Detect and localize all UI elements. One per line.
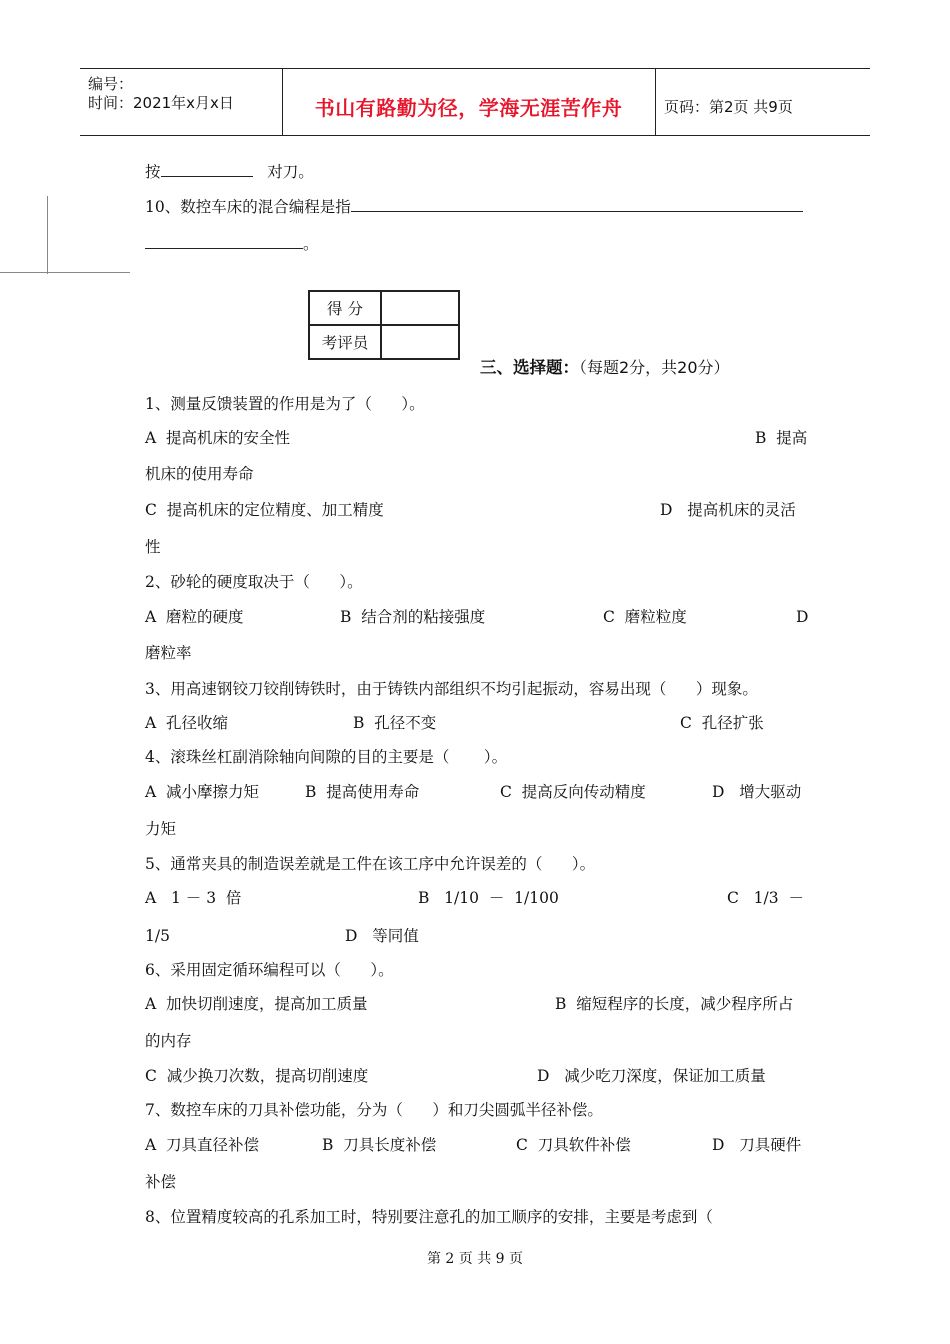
option-b: B 缩短程序的长度，减少程序所占 bbox=[555, 995, 794, 1013]
option-a: A 磨粒的硬度 bbox=[145, 608, 244, 626]
score-cell bbox=[381, 291, 459, 325]
option-b: B 1/10 － 1/100 bbox=[418, 889, 559, 907]
option-d-continued: 性 bbox=[145, 538, 161, 556]
margin-mark-vertical bbox=[47, 196, 48, 274]
question-10-continued: 。 bbox=[145, 234, 319, 254]
question-stem: 3、用高速钢铰刀铰削铸铁时，由于铸铁内部组织不均引起振动，容易出现（ ）现象。 bbox=[145, 680, 758, 698]
option-b: B 提高 bbox=[755, 429, 808, 447]
question-stem: 5、通常夹具的制造误差就是工件在该工序中允许误差的（ ）。 bbox=[145, 855, 596, 873]
option-b: B 结合剂的粘接强度 bbox=[340, 608, 486, 626]
option-b: B 孔径不变 bbox=[353, 714, 437, 732]
option-c: C 1/3 － bbox=[727, 889, 804, 907]
header-divider-right bbox=[655, 68, 656, 135]
option-b-continued: 机床的使用寿命 bbox=[145, 465, 254, 483]
header-number-label: 编号： bbox=[88, 75, 134, 93]
answer-blank bbox=[351, 197, 803, 212]
fill-blank-line: 按 对刀。 bbox=[145, 163, 314, 181]
option-c: C 刀具软件补偿 bbox=[516, 1136, 631, 1154]
answer-blank bbox=[145, 234, 303, 249]
option-a: A 1 － 3 倍 bbox=[145, 889, 242, 907]
answer-blank bbox=[161, 162, 253, 177]
header-page-label: 页码：第2页 共9页 bbox=[664, 98, 793, 116]
score-label: 得 分 bbox=[309, 291, 381, 325]
option-a: A 提高机床的安全性 bbox=[145, 429, 291, 447]
header-bottom-rule bbox=[80, 135, 870, 136]
question-stem: 6、采用固定循环编程可以（ ）。 bbox=[145, 961, 394, 979]
option-b-continued: 的内存 bbox=[145, 1032, 192, 1050]
question-stem: 1、测量反馈装置的作用是为了（ ）。 bbox=[145, 395, 425, 413]
margin-mark-horizontal bbox=[0, 272, 130, 273]
option-c: C 减少换刀次数，提高切削速度 bbox=[145, 1067, 369, 1085]
section-3-heading: 三、选择题：（每题2分，共20分） bbox=[480, 358, 730, 377]
option-a: A 孔径收缩 bbox=[145, 714, 229, 732]
option-d-continued: 补偿 bbox=[145, 1173, 177, 1191]
header-time-label: 时间：2021年x月x日 bbox=[88, 94, 234, 112]
option-b: B 提高使用寿命 bbox=[305, 783, 420, 801]
option-c: C 提高反向传动精度 bbox=[500, 783, 646, 801]
option-d-continued: 力矩 bbox=[145, 820, 177, 838]
grader-label: 考评员 bbox=[309, 325, 381, 359]
question-stem: 4、滚珠丝杠副消除轴向间隙的目的主要是（ ）。 bbox=[145, 748, 508, 766]
option-c-continued: 1/5 bbox=[145, 927, 170, 945]
question-stem: 8、位置精度较高的孔系加工时，特别要注意孔的加工顺序的安排，主要是考虑到（ bbox=[145, 1208, 713, 1226]
option-d: D 增大驱动 bbox=[712, 783, 802, 801]
question-10: 10、数控车床的混合编程是指 bbox=[145, 197, 803, 217]
option-b: B 刀具长度补偿 bbox=[322, 1136, 437, 1154]
header-motto: 书山有路勤为径，学海无涯苦作舟 bbox=[314, 96, 623, 120]
page-footer: 第 2 页 共 9 页 bbox=[426, 1251, 524, 1267]
option-d: D bbox=[796, 608, 809, 626]
option-d: D 提高机床的灵活 bbox=[660, 501, 796, 519]
option-a: A 减小摩擦力矩 bbox=[145, 783, 260, 801]
option-a: A 加快切削速度，提高加工质量 bbox=[145, 995, 368, 1013]
score-box bbox=[308, 290, 460, 360]
header-top-rule bbox=[80, 68, 870, 69]
question-stem: 2、砂轮的硬度取决于（ ）。 bbox=[145, 573, 363, 591]
option-d: D 减少吃刀深度，保证加工质量 bbox=[537, 1067, 766, 1085]
grader-cell bbox=[381, 325, 459, 359]
question-stem: 7、数控车床的刀具补偿功能，分为（ ）和刀尖圆弧半径补偿。 bbox=[145, 1101, 603, 1119]
option-c: C 磨粒粒度 bbox=[603, 608, 687, 626]
option-c: C 提高机床的定位精度、加工精度 bbox=[145, 501, 384, 519]
option-a: A 刀具直径补偿 bbox=[145, 1136, 260, 1154]
option-d: D 刀具硬件 bbox=[712, 1136, 802, 1154]
option-d: D 等同值 bbox=[345, 927, 419, 945]
option-d-continued: 磨粒率 bbox=[145, 644, 192, 662]
option-c: C 孔径扩张 bbox=[680, 714, 764, 732]
